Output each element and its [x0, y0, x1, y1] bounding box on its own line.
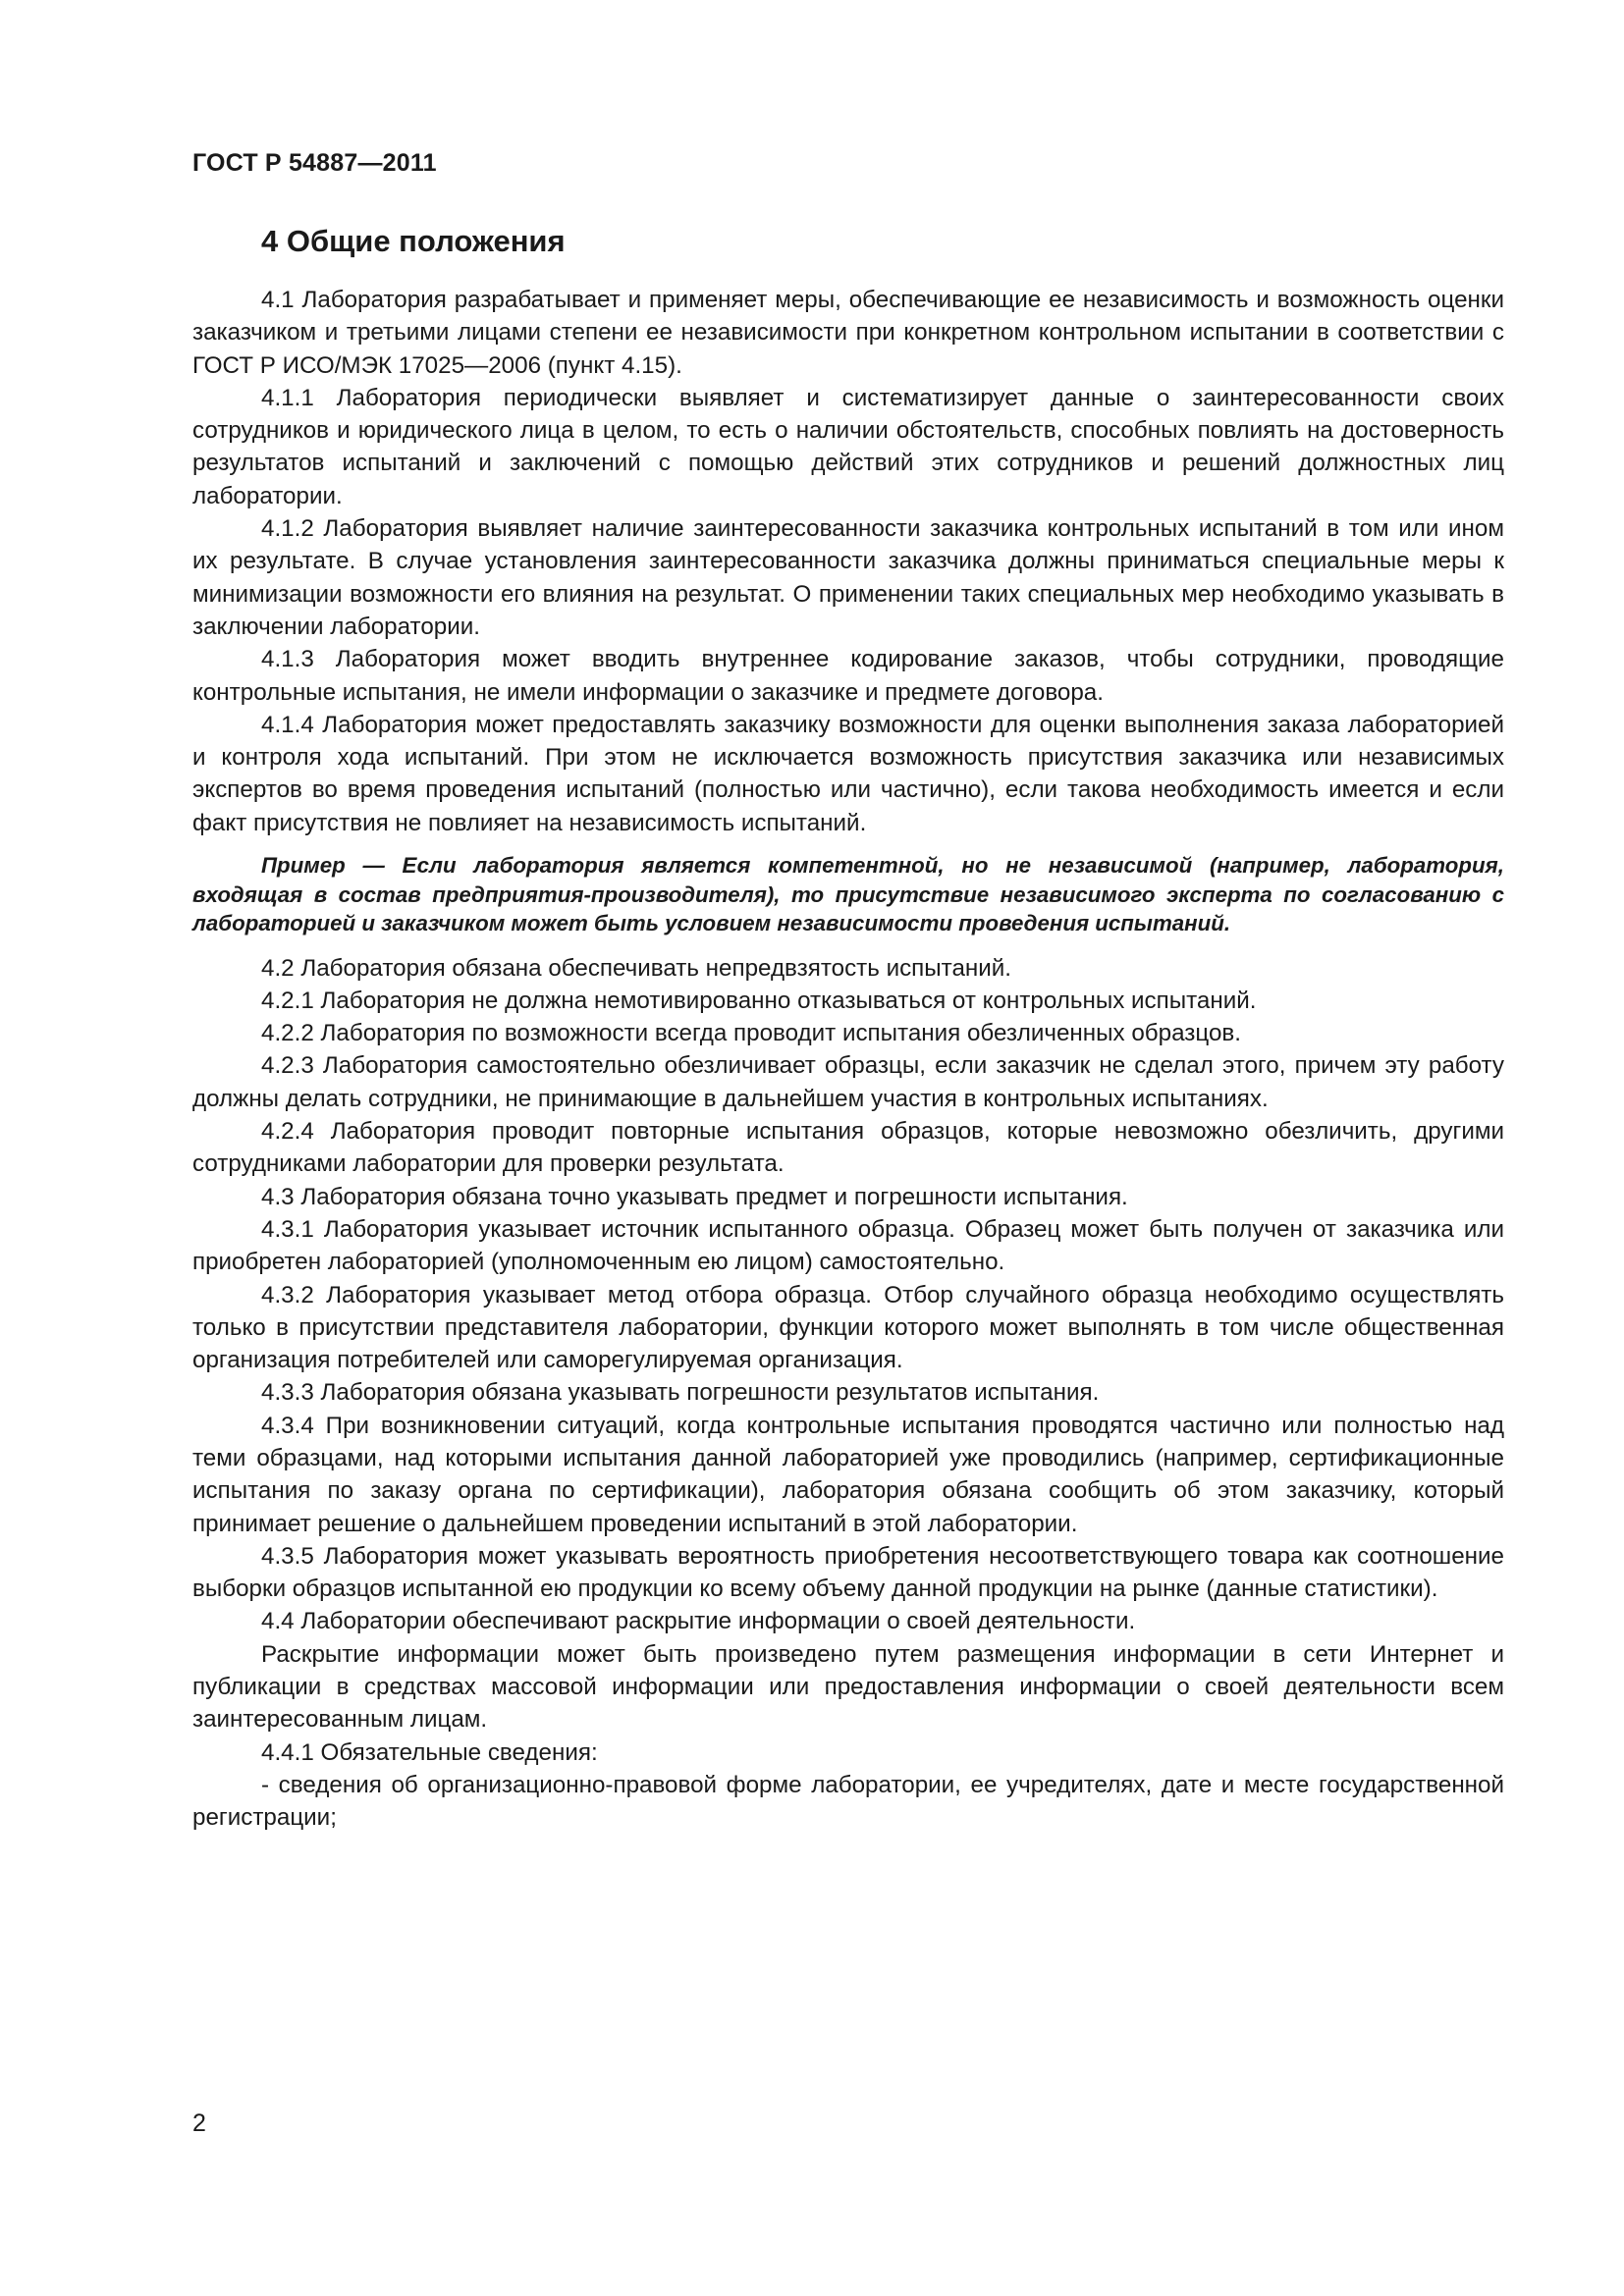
paragraph: 4.4.1 Обязательные сведения: — [261, 1738, 598, 1766]
paragraph: 4.3.2 Лаборатория указывает метод отбора образца. Отбор случайного образца необходимо осуществлять только в присутствии представителя лаборатории, функции которого может выполнять в том числе общественная организация потребителей или саморегулируемая организация. — [192, 1281, 1504, 1374]
paragraph: 4.2 Лаборатория обязана обеспечивать непредвзятость испытаний. — [261, 954, 1012, 982]
paragraph: 4.1.1 Лаборатория периодически выявляет и систематизирует данные о заинтересованности своих сотрудников и юридического лица в целом, то есть о наличии обстоятельств, способных повлиять на достоверность результатов испытаний и заключений с помощью действий этих сотрудников и решений должностных лиц лаборатории. — [192, 384, 1504, 509]
paragraph: 4.3.4 При возникновении ситуаций, когда контрольные испытания проводятся частично или полностью над теми образцами, над которыми испытания данной лабораторией уже проводились (например, сертификационные испытания по заказу органа по сертификации), лаборатория обязана сообщить об этом заказчику, который принимает решение о дальнейшем проведении испытаний в этой лаборатории. — [192, 1412, 1504, 1537]
paragraph: 4.1.3 Лаборатория может вводить внутреннее кодирование заказов, чтобы сотрудники, проводящие контрольные испытания, не имели информации о заказчике и предмете договора. — [192, 646, 1504, 706]
paragraph: Раскрытие информации может быть произведено путем размещения информации в сети Интернет и публикации в средствах массовой информации или предоставления информации о своей деятельности всем заинтересованным лицам. — [192, 1640, 1504, 1734]
section-body — [192, 284, 1504, 1835]
example-note: Пример — Если лаборатория является компетентной, но не независимой (например, лаборатория, входящая в состав предприятия-производителя), то присутствие независимого эксперта по согласованию с лабораторией и заказчиком может быть условием независимости проведения испытаний. — [192, 853, 1504, 936]
paragraph: 4.4 Лаборатории обеспечивают раскрытие информации о своей деятельности. — [261, 1608, 1136, 1635]
paragraph: 4.2.3 Лаборатория самостоятельно обезличивает образцы, если заказчик не сделал этого, причем эту работу должны делать сотрудники, не принимающие в дальнейшем участия в контрольных испытаниях. — [192, 1052, 1504, 1112]
paragraph: 4.3.3 Лаборатория обязана указывать погрешности результатов испытания. — [261, 1379, 1100, 1407]
paragraph: 4.3.1 Лаборатория указывает источник испытанного образца. Образец может быть получен от заказчика или приобретен лабораторией (уполномоченным ею лицом) самостоятельно. — [192, 1215, 1504, 1276]
paragraph: 4.2.1 Лаборатория не должна немотивированно отказываться от контрольных испытаний. — [261, 987, 1257, 1014]
paragraph: 4.3.5 Лаборатория может указывать вероятность приобретения несоответствующего товара как соотношение выборки образцов испытанной ею продукции ко всему объему данной продукции на рынке (данные статистики). — [192, 1542, 1504, 1603]
page-number: 2 — [192, 2109, 206, 2137]
document-code-header: ГОСТ Р 54887—2011 — [192, 149, 437, 177]
paragraph: - сведения об организационно-правовой форме лаборатории, ее учредителях, дате и месте государственной регистрации; — [192, 1771, 1504, 1832]
paragraph: 4.1.2 Лаборатория выявляет наличие заинтересованности заказчика контрольных испытаний в том или ином их результате. В случае установления заинтересованности заказчика должны приниматься специальные меры к минимизации возможности его влияния на результат. О применении таких специальных мер необходимо указывать в заключении лаборатории. — [192, 515, 1504, 640]
paragraph: 4.3 Лаборатория обязана точно указывать предмет и погрешности испытания. — [261, 1183, 1128, 1210]
paragraph: 4.2.2 Лаборатория по возможности всегда проводит испытания обезличенных образцов. — [261, 1020, 1241, 1047]
paragraph: 4.2.4 Лаборатория проводит повторные испытания образцов, которые невозможно обезличить, другими сотрудниками лаборатории для проверки результата. — [192, 1118, 1504, 1178]
paragraph: 4.1 Лаборатория разрабатывает и применяет меры, обеспечивающие ее независимость и возможность оценки заказчиком и третьими лицами степени ее независимости при конкретном контрольном испытании в соответствии с ГОСТ Р ИСО/МЭК 17025—2006 (пункт 4.15). — [192, 287, 1504, 379]
paragraph: 4.1.4 Лаборатория может предоставлять заказчику возможности для оценки выполнения заказа лабораторией и контроля хода испытаний. При этом не исключается возможность присутствия заказчика или независимых экспертов во время проведения испытаний (полностью или частично), если такова необходимость имеется и если факт присутствия не повлияет на независимость испытаний. — [192, 711, 1504, 836]
section-title: 4 Общие положения — [261, 224, 566, 258]
